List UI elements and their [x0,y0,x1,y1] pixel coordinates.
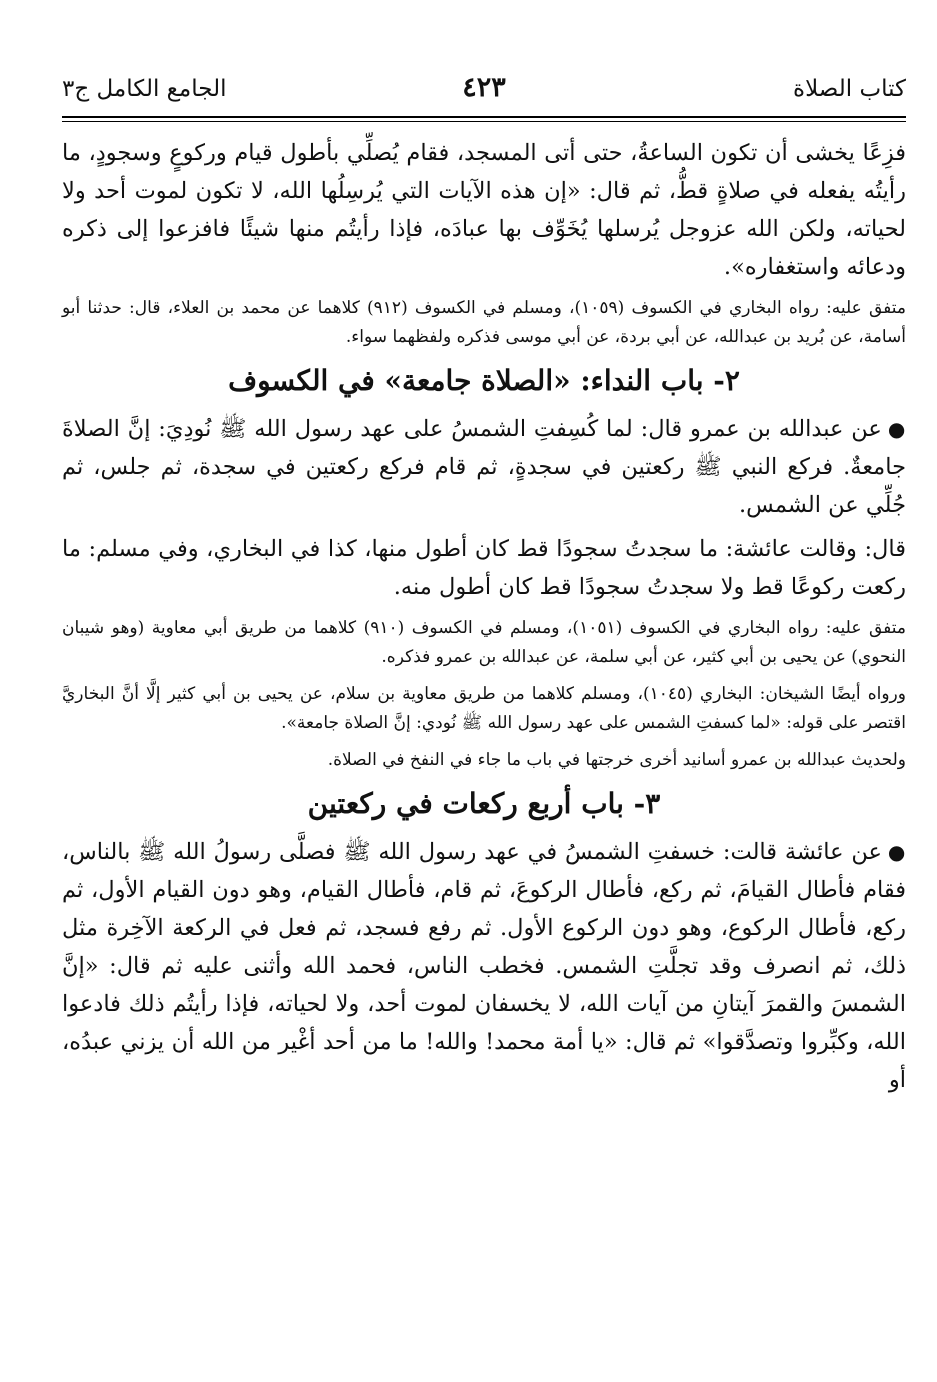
bullet-icon: ● [887,840,906,864]
section-3-hadith-text: عن عائشة قالت: خسفتِ الشمسُ في عهد رسول الله ﷺ فصلَّى رسولُ الله ﷺ بالناس، فقام فأطال القيامَ، ثم ركع، فأطال الركوعَ، ثم قام، فأطال القيام، وهو دون القيام الأول، ثم ركع، فأطال الركوع، وهو دون الركوع الأول. ثم رفع فسجد، ثم فعل في الركعة الآخِرة مثل ذلك، ثم انصرف وقد تجلَّتِ الشمس. فخطب الناس، فحمد الله وأثنى عليه ثم قال: «إنَّ الشمسَ والقمرَ آيتانِ من آيات الله، لا يخسفان لموت أحد، ولا لحياته، فإذا رأيتُم ذلك فادعوا الله، وكبِّروا وتصدَّقوا» ثم قال: «يا أمة محمد! والله! ما من أحد أغْير من الله أن يزني عبدُه، أو [62,839,906,1093]
intro-takhrij-note: متفق عليه: رواه البخاري في الكسوف (١٠٥٩)، ومسلم في الكسوف (٩١٢) كلاهما عن محمد بن العلاء، قال: حدثنا أبو أسامة، عن بُريد بن عبدالله، عن أبي بردة، عن أبي موسى فذكره ولفظهما سواء. [62,298,907,347]
page-header [62,66,906,114]
section-2-hadith [62,410,906,524]
chapter-title: كتاب الصلاة [793,76,906,102]
page-number: ٤٢٣ [462,72,506,103]
section-2-heading: ٢- باب النداء: «الصلاة جامعة» في الكسوف [228,364,740,397]
header-rule-thin [62,121,906,122]
section-3-heading: ٣- باب أربع ركعات في ركعتين [307,787,661,820]
section-2-hadith-text: عن عبدالله بن عمرو قال: لما كُسِفتِ الشمسُ على عهد رسول الله ﷺ نُودِيَ: إنَّ الصلاةَ جامعةٌ. فركع النبي ﷺ ركعتين في سجدةٍ، ثم قام فركع ركعتين في سجدة، ثم جلس، ثم جُلِّي عن الشمس. [62,416,906,518]
section-2-aisha-text: قال: وقالت عائشة: ما سجدتُ سجودًا قط كان أطول منها، كذا في البخاري، وفي مسلم: ما ركعت ركوعًا قط ولا سجدتُ سجودًا قط كان أطول منه. [62,536,906,600]
page-body [62,134,906,1099]
header-rule-thick [62,116,906,118]
section-2-takhrij-note-2: ورواه أيضًا الشيخان: البخاري (١٠٤٥)، ومسلم كلاهما من طريق معاوية بن سلام، عن يحيى بن أبي كثير إلَّا أنَّ البخاريَّ اقتصر على قوله: «لما كسفتِ الشمس على عهد رسول الله ﷺ نُودي: إنَّ الصلاة جامعة». [62,684,906,733]
section-2-takhrij-note-3: ولحديث عبدالله بن عمرو أسانيد أخرى خرجتها في باب ما جاء في النفخ في الصلاة. [327,750,906,770]
section-3-hadith [62,833,906,1099]
section-2-takhrij-note-1: متفق عليه: رواه البخاري في الكسوف (١٠٥١)، ومسلم في الكسوف (٩١٠) كلاهما من طريق أبي معاوية (وهو شيبان النحوي) عن يحيى بن أبي كثير، عن أبي سلمة، عن عبدالله بن عمرو فذكره. [62,618,906,667]
bullet-icon: ● [887,417,906,441]
book-title: الجامع الكامل ج٣ [62,76,227,102]
intro-hadith-text: فزِعًا يخشى أن تكون الساعةُ، حتى أتى المسجد، فقام يُصلِّي بأطول قيام وركوعٍ وسجودٍ، ما رأيتُه يفعله في صلاةٍ قطُّ، ثم قال: «إن هذه الآيات التي يُرسِلُها الله، لا تكون لموت أحد ولا لحياته، ولكن الله عزوجل يُرسلها يُخَوِّف بها عبادَه، فإذا رأيتُم منها شيئًا فافزعوا إلى ذكره ودعائه واستغفاره». [62,140,906,280]
